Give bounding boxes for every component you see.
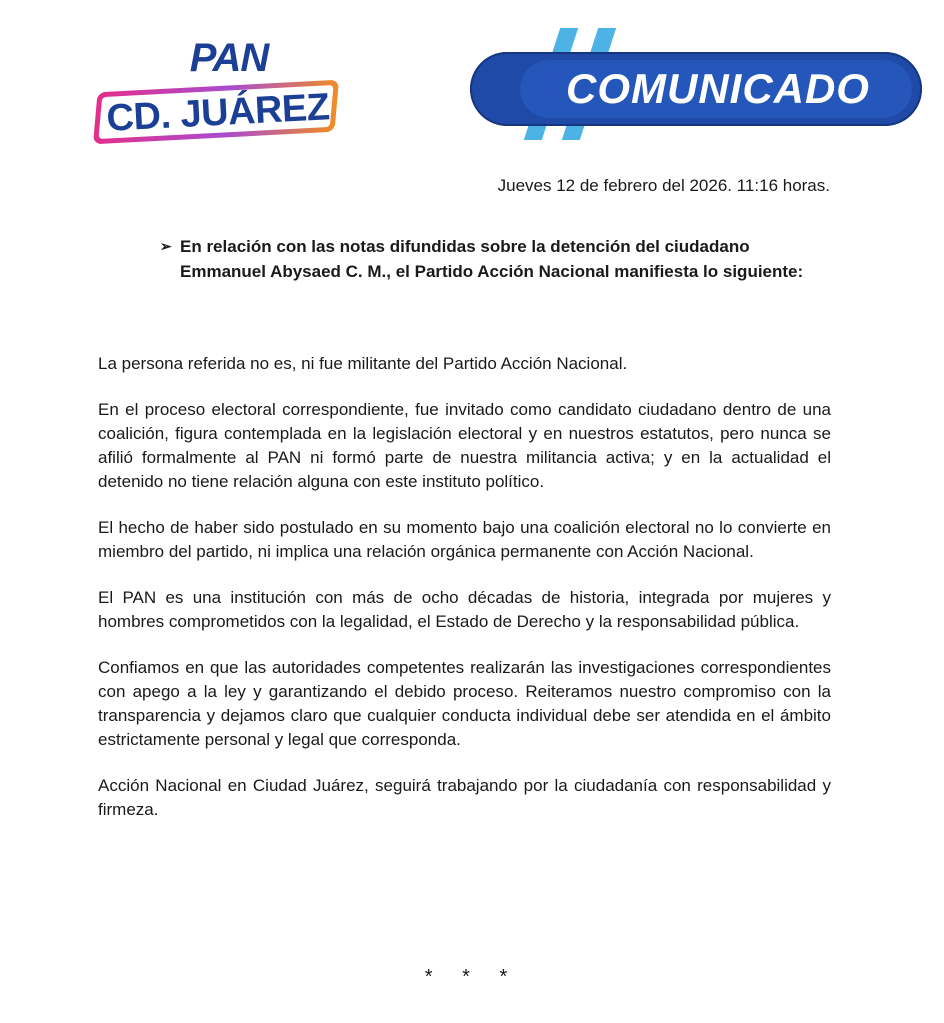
paragraph: En el proceso electoral correspondiente, fue invitado como candidato ciudadano dentro de una coalición, figura contemplada en la legislación electoral y en nuestros estatutos, pero nunca se afilió formalmente al PAN ni formó parte de nuestra militancia activa; y en la actualidad el detenido no tiene relación alguna con este instituto político. [98,400,831,491]
arrow-bullet-icon: ➢ [160,238,172,254]
intro-text: En relación con las notas difundidas sobre la detención del ciudadano Emmanuel Abysaed C. M., el Partido Acción Nacional manifiesta lo siguiente: [180,237,804,281]
paragraph: Acción Nacional en Ciudad Juárez, seguirá trabajando por la ciudadanía con responsabilidad y firmeza. [98,776,831,819]
intro-statement [160,234,830,284]
banner-title: COMUNICADO [566,65,870,112]
document-date: Jueves 12 de febrero del 2026. 11:16 horas. [497,176,830,195]
closing-asterisks: * * * [424,966,520,988]
pan-cd-juarez-logo [92,36,352,154]
paragraph: El hecho de haber sido postulado en su momento bajo una coalición electoral no lo convierte en miembro del partido, ni implica una relación orgánica permanente con Acción Nacional. [98,518,831,561]
paragraph: Confiamos en que las autoridades competentes realizarán las investigaciones correspondientes con apego a la ley y garantizando el debido proceso. Reiteramos nuestro compromiso con la transparencia y dejamos claro que cualquier conducta individual debe ser atendida en el ámbito estrictamente personal y legal que corresponda. [98,658,831,749]
logo-city-text: CD. JUÁREZ [105,86,331,140]
comunicado-banner [470,28,922,128]
statement-body [98,352,831,844]
paragraph: La persona referida no es, ni fue militante del Partido Acción Nacional. [98,354,628,373]
logo-pan-text: PAN [189,36,269,80]
paragraph: El PAN es una institución con más de ocho décadas de historia, integrada por mujeres y hombres comprometidos con la legalidad, el Estado de Derecho y la responsabilidad pública. [98,588,831,631]
